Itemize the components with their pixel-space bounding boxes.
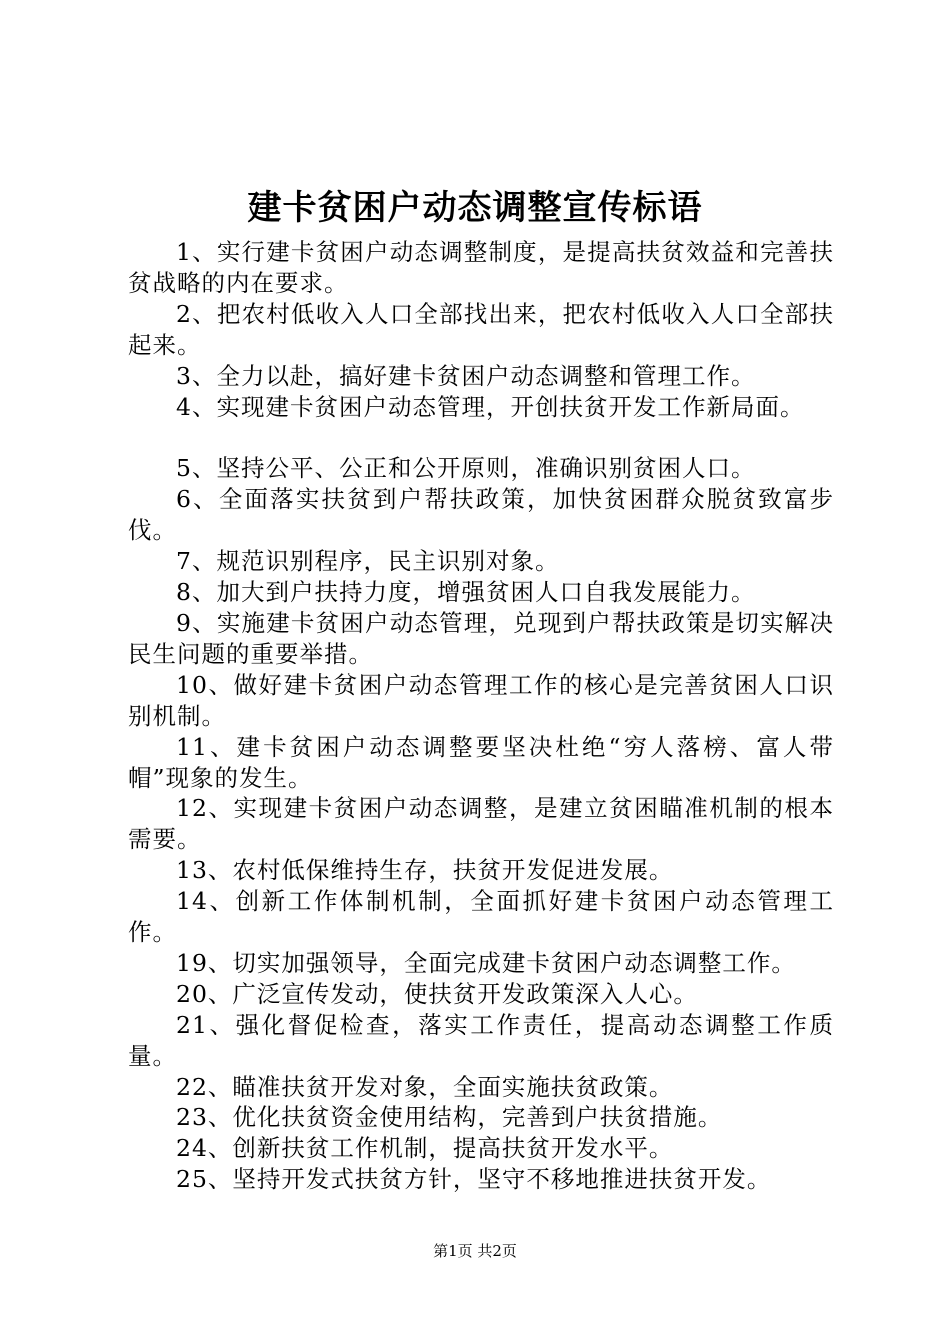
slogan-paragraph: 6、全面落实扶贫到户帮扶政策，加快贫困群众脱贫致富步伐。 (128, 485, 834, 545)
slogan-paragraph: 9、实施建卡贫困户动态管理，兑现到户帮扶政策是切实解决民生问题的重要举措。 (128, 608, 834, 668)
document-body (128, 237, 834, 1195)
document-title: 建卡贫困户动态调整宣传标语 (247, 188, 703, 228)
slogan-paragraph: 2、把农村低收入人口全部找出来，把农村低收入人口全部扶起来。 (128, 299, 834, 359)
slogan-paragraph: 21、强化督促检查，落实工作责任，提高动态调整工作质量。 (128, 1010, 834, 1070)
slogan-paragraph: 23、优化扶贫资金使用结构，完善到户扶贫措施。 (176, 1103, 723, 1132)
slogan-paragraph: 1、实行建卡贫困户动态调整制度，是提高扶贫效益和完善扶贫战略的内在要求。 (128, 238, 834, 297)
page-footer: 第1页 共2页 (433, 1242, 517, 1260)
slogan-paragraph: 11、建卡贫困户动态调整要坚决杜绝“穷人落榜、富人带帽”现象的发生。 (128, 732, 834, 792)
slogan-paragraph: 13、农村低保维持生存，扶贫开发促进发展。 (176, 856, 674, 885)
slogan-paragraph: 3、全力以赴，搞好建卡贫困户动态调整和管理工作。 (176, 361, 756, 390)
slogan-paragraph: 5、坚持公平、公正和公开原则，准确识别贫困人口。 (176, 454, 756, 483)
slogan-paragraph: 8、加大到户扶持力度，增强贫困人口自我发展能力。 (176, 578, 756, 607)
slogan-paragraph: 12、实现建卡贫困户动态调整，是建立贫困瞄准机制的根本需要。 (128, 794, 834, 854)
slogan-paragraph: 19、切实加强领导，全面完成建卡贫困户动态调整工作。 (176, 948, 796, 977)
slogan-paragraph: 14、创新工作体制机制，全面抓好建卡贫困户动态管理工作。 (128, 887, 834, 947)
slogan-paragraph: 24、创新扶贫工作机制，提高扶贫开发水平。 (176, 1134, 674, 1163)
slogan-paragraph: 7、规范识别程序，民主识别对象。 (176, 547, 560, 576)
slogan-paragraph: 25、坚持开发式扶贫方针，坚守不移地推进扶贫开发。 (176, 1165, 772, 1194)
slogan-paragraph: 20、广泛宣传发动，使扶贫开发政策深入人心。 (176, 979, 698, 1008)
slogan-paragraph: 4、实现建卡贫困户动态管理，开创扶贫开发工作新局面。 (176, 392, 805, 421)
slogan-paragraph: 22、瞄准扶贫开发对象，全面实施扶贫政策。 (176, 1072, 674, 1101)
slogan-paragraph: 10、做好建卡贫困户动态管理工作的核心是完善贫困人口识别机制。 (128, 670, 834, 730)
